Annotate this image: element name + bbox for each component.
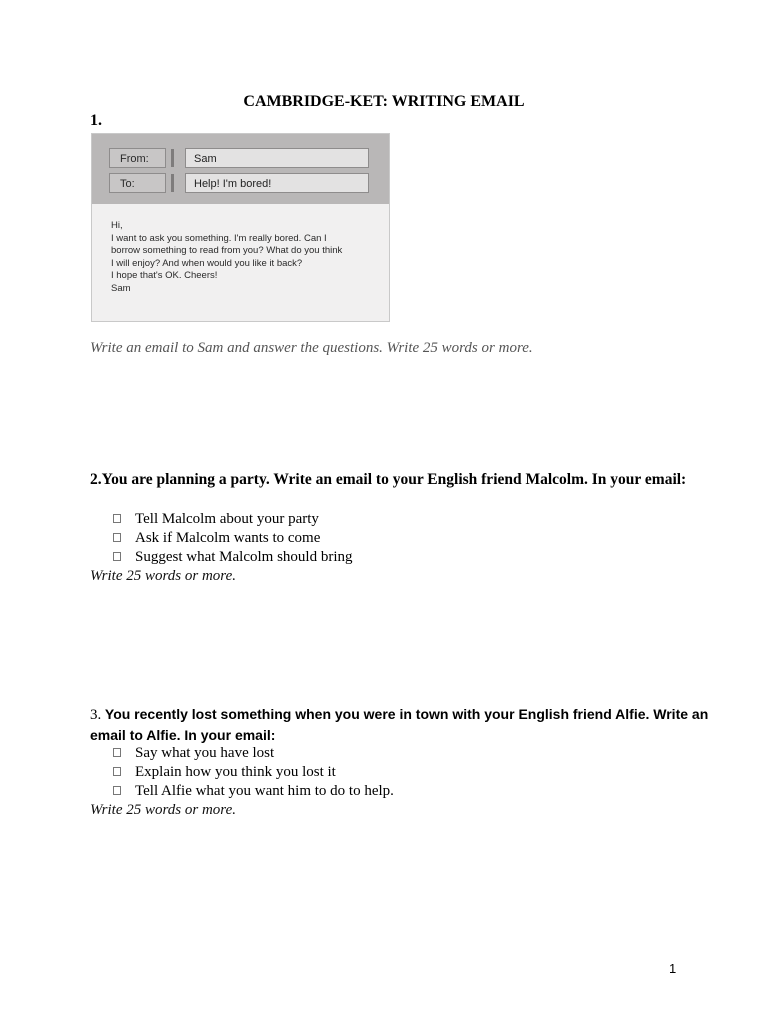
email-body-line: I hope that's OK. Cheers! xyxy=(111,270,218,282)
page-number: 1 xyxy=(669,961,677,976)
question-1-number: 1. xyxy=(90,112,102,129)
list-item: Suggest what Malcolm should bring xyxy=(113,548,353,567)
list-item: Tell Alfie what you want him to do to help. xyxy=(113,782,394,801)
email-figure xyxy=(91,133,390,322)
bullet-box-icon xyxy=(113,748,121,757)
from-separator xyxy=(171,149,174,167)
bullet-box-icon xyxy=(113,552,121,561)
email-body-line: I want to ask you something. I'm really bored. Can I xyxy=(111,232,327,244)
subject-field: Help! I'm bored! xyxy=(185,173,369,193)
to-label: To: xyxy=(109,173,166,193)
list-item: Tell Malcolm about your party xyxy=(113,510,353,529)
list-item: Explain how you think you lost it xyxy=(113,763,394,782)
list-item: Ask if Malcolm wants to come xyxy=(113,529,353,548)
question-1-instruction: Write an email to Sam and answer the questions. Write 25 words or more. xyxy=(90,340,533,356)
email-header xyxy=(92,134,389,204)
email-body-line: borrow something to read from you? What do you think xyxy=(111,245,343,257)
question-3-bullets xyxy=(113,744,394,801)
email-body-line: Sam xyxy=(111,282,131,294)
question-3-text: 3. You recently lost something when you were in town with your English friend Alfie. Write an email to Alfie. In your email: xyxy=(90,706,709,743)
from-field: Sam xyxy=(185,148,369,168)
bullet-box-icon xyxy=(113,767,121,776)
question-3-instruction: Write 25 words or more. xyxy=(90,802,236,818)
question-3-number: 3. xyxy=(90,707,102,723)
bullet-box-icon xyxy=(113,786,121,795)
question-2-text: 2.You are planning a party. Write an email to your English friend Malcolm. In your email: xyxy=(90,471,687,488)
bullet-box-icon xyxy=(113,533,121,542)
list-item: Say what you have lost xyxy=(113,744,394,763)
question-2-bullets xyxy=(113,510,353,567)
bullet-box-icon xyxy=(113,514,121,523)
to-separator xyxy=(171,174,174,192)
email-body-line: I will enjoy? And when would you like it back? xyxy=(111,257,303,269)
document-title: CAMBRIDGE-KET: WRITING EMAIL xyxy=(243,93,525,110)
email-body xyxy=(111,220,381,296)
question-2-instruction: Write 25 words or more. xyxy=(90,568,236,584)
from-label: From: xyxy=(109,148,166,168)
email-body-line: Hi, xyxy=(111,220,123,231)
